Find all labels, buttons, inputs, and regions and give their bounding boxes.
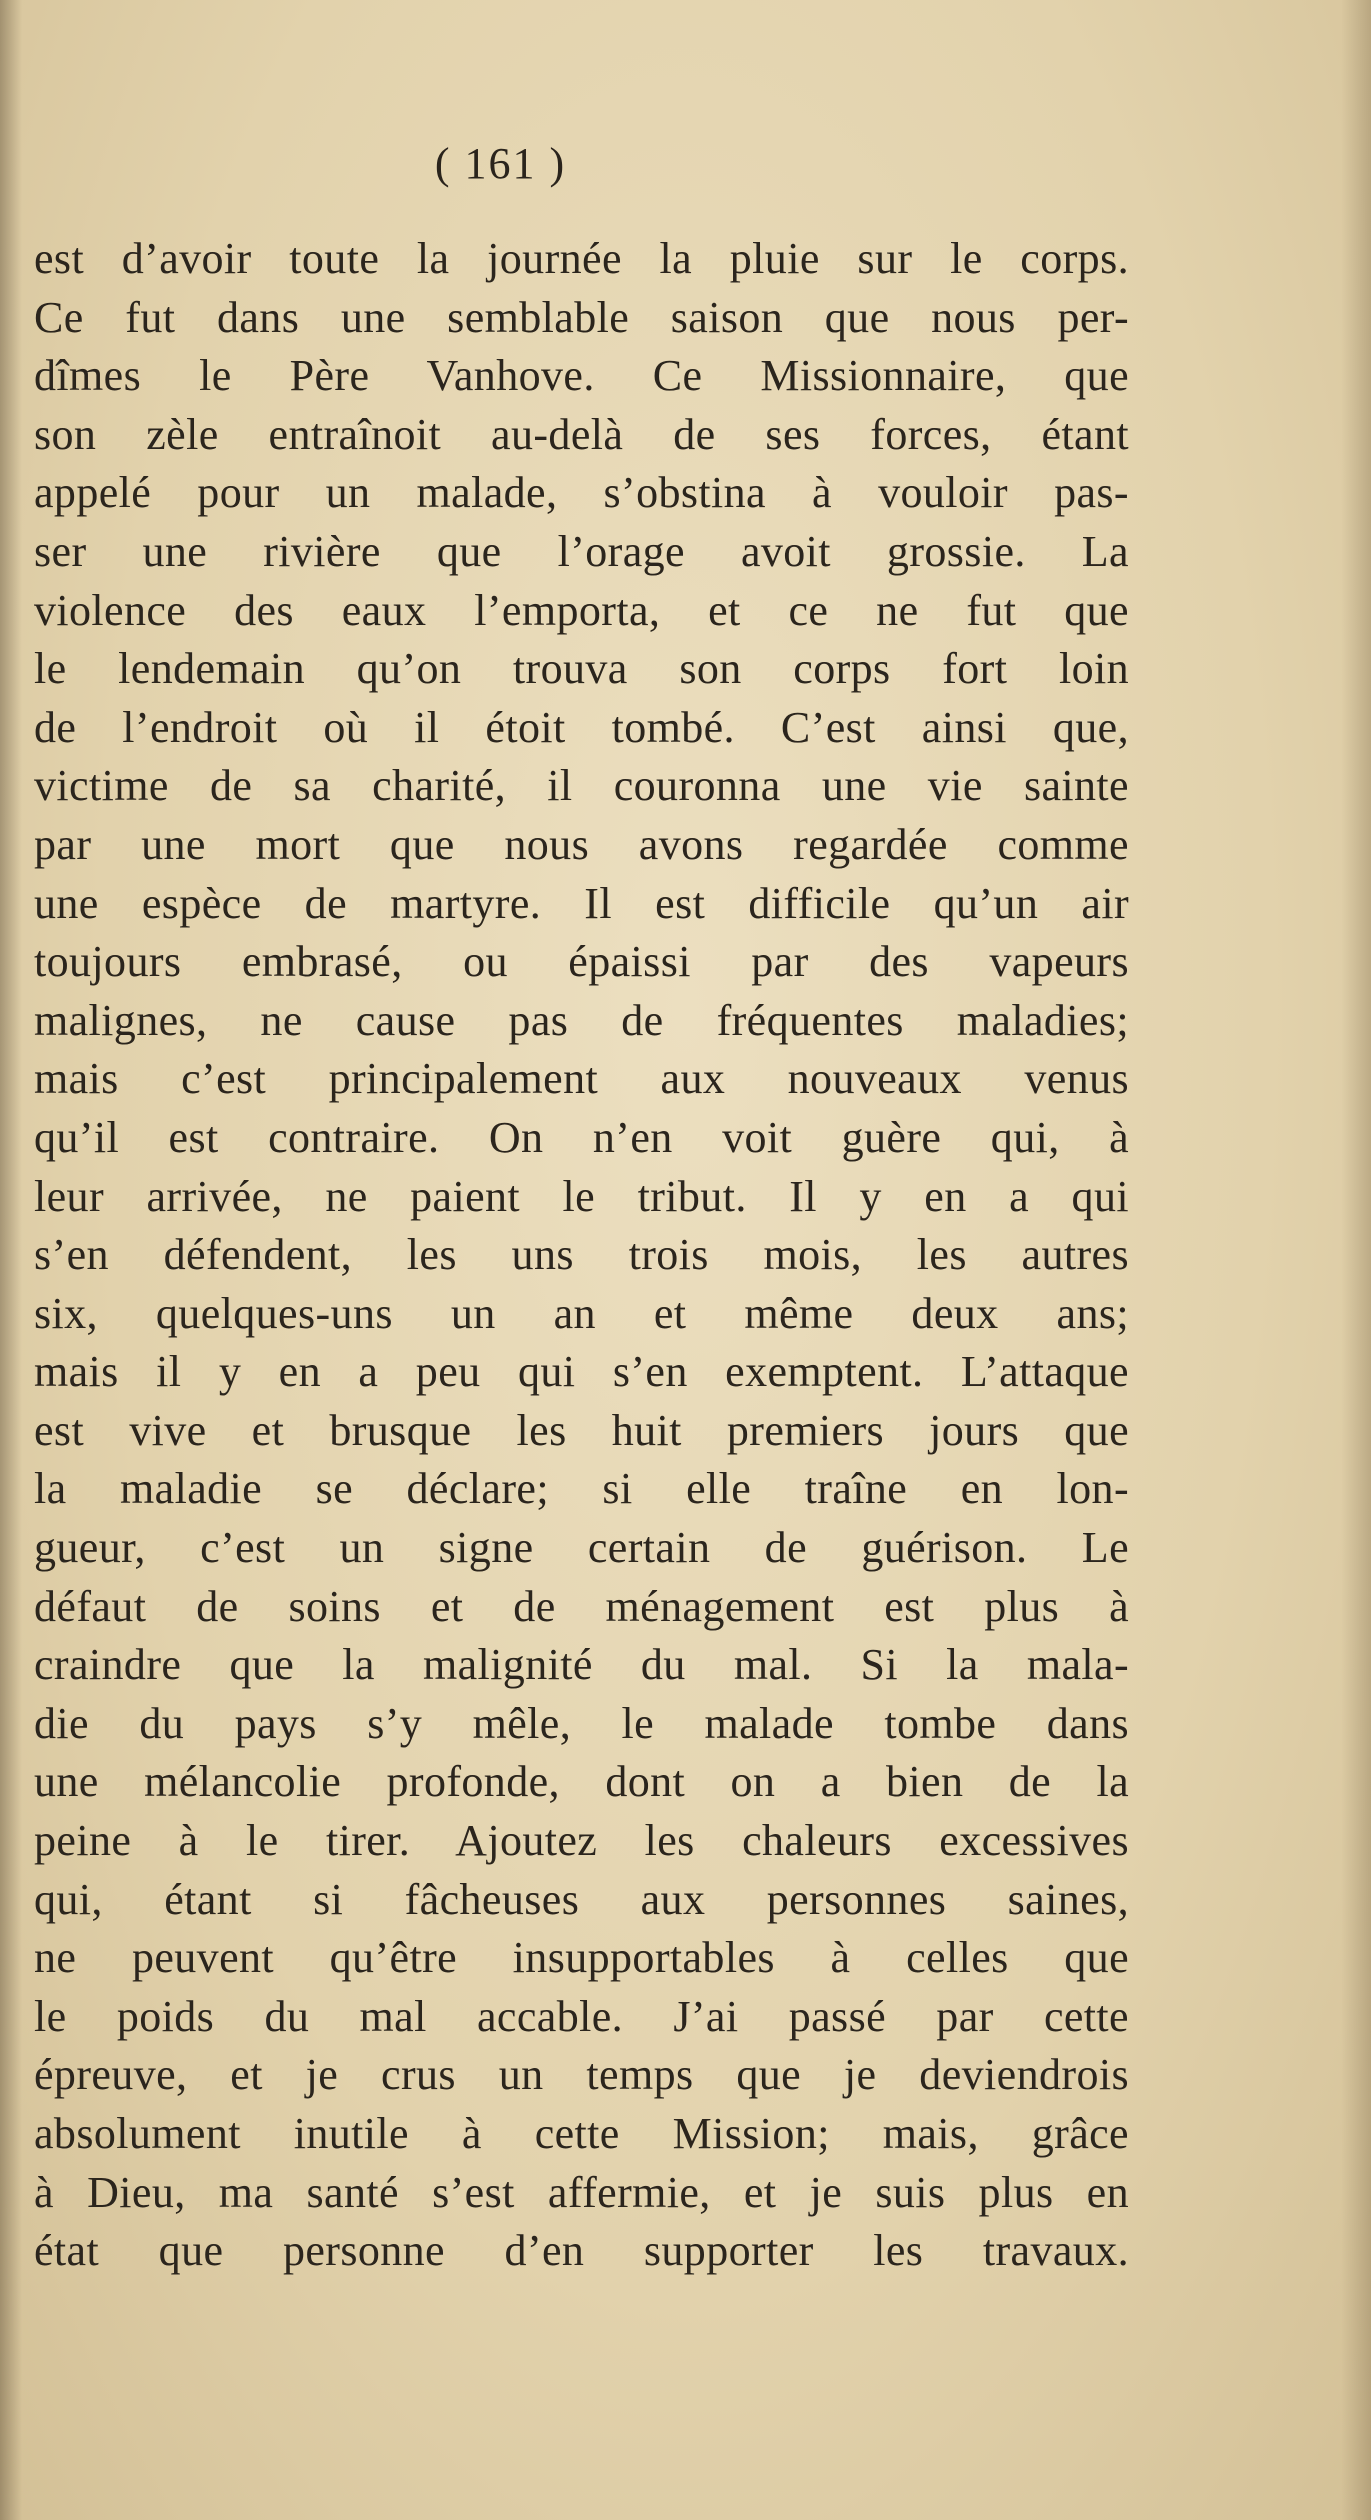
text-line: une mélancolie profonde, dont on a bien de la (34, 1757, 1129, 1807)
text-line: mais c’est principalement aux nouveaux venus (34, 1054, 1129, 1104)
text-line: peine à le tirer. Ajoutez les chaleurs excessives (34, 1816, 1129, 1866)
text-line: état que personne d’en supporter les travaux. (34, 2226, 1129, 2276)
text-line: épreuve, et je crus un temps que je deviendrois (34, 2050, 1129, 2100)
text-line: le poids du mal accable. J’ai passé par cette (34, 1991, 1129, 2041)
page-number: ( 161 ) (434, 139, 567, 188)
text-line: le lendemain qu’on trouva son corps fort loin (34, 644, 1129, 694)
text-line: victime de sa charité, il couronna une vie sainte (34, 761, 1129, 811)
text-line: qu’il est contraire. On n’en voit guère qui, à (34, 1112, 1129, 1162)
text-line: malignes, ne cause pas de fréquentes maladies; (34, 995, 1129, 1045)
text-line: gueur, c’est un signe certain de guérison. Le (34, 1523, 1129, 1573)
text-line: s’en défendent, les uns trois mois, les autres (34, 1230, 1129, 1280)
spine-shadow (0, 0, 22, 2520)
body-text (34, 230, 1129, 2281)
text-line: la maladie se déclare; si elle traîne en lon- (34, 1464, 1129, 1514)
text-line: absolument inutile à cette Mission; mais, grâce (34, 2109, 1129, 2158)
text-line: par une mort que nous avons regardée comme (34, 819, 1129, 869)
text-line: de l’endroit où il étoit tombé. C’est ainsi que, (34, 702, 1129, 752)
text-line: son zèle entraînoit au-delà de ses forces, étant (34, 409, 1129, 459)
text-line: dîmes le Père Vanhove. Ce Missionnaire, que (34, 351, 1129, 401)
text-line: leur arrivée, ne paient le tribut. Il y en a qui (34, 1171, 1129, 1221)
text-line: mais il y en a peu qui s’en exemptent. L’attaque (34, 1347, 1129, 1397)
text-line: appelé pour un malade, s’obstina à vouloir pas- (34, 468, 1129, 518)
text-line: die du pays s’y mêle, le malade tombe dans (34, 1698, 1129, 1748)
text-line: violence des eaux l’emporta, et ce ne fut que (34, 585, 1129, 635)
text-line: est d’avoir toute la journée la pluie sur le corps. (34, 234, 1129, 283)
text-line: ser une rivière que l’orage avoit grossie. La (34, 526, 1129, 576)
text-line: six, quelques-uns un an et même deux ans; (34, 1288, 1129, 1338)
page-edge (1341, 0, 1371, 2520)
text-line: qui, étant si fâcheuses aux personnes saines, (34, 1874, 1129, 1924)
text-line: toujours embrasé, ou épaissi par des vapeurs (34, 937, 1129, 987)
text-line: Ce fut dans une semblable saison que nous per- (34, 292, 1129, 342)
text-line: à Dieu, ma santé s’est affermie, et je suis plus en (34, 2167, 1129, 2217)
text-line: craindre que la malignité du mal. Si la mala- (34, 1640, 1129, 1690)
text-line: est vive et brusque les huit premiers jours que (34, 1405, 1129, 1455)
text-line: ne peuvent qu’être insupportables à celles que (34, 1933, 1129, 1983)
text-line: défaut de soins et de ménagement est plus à (34, 1581, 1129, 1631)
text-line: une espèce de martyre. Il est difficile qu’un air (34, 878, 1129, 928)
